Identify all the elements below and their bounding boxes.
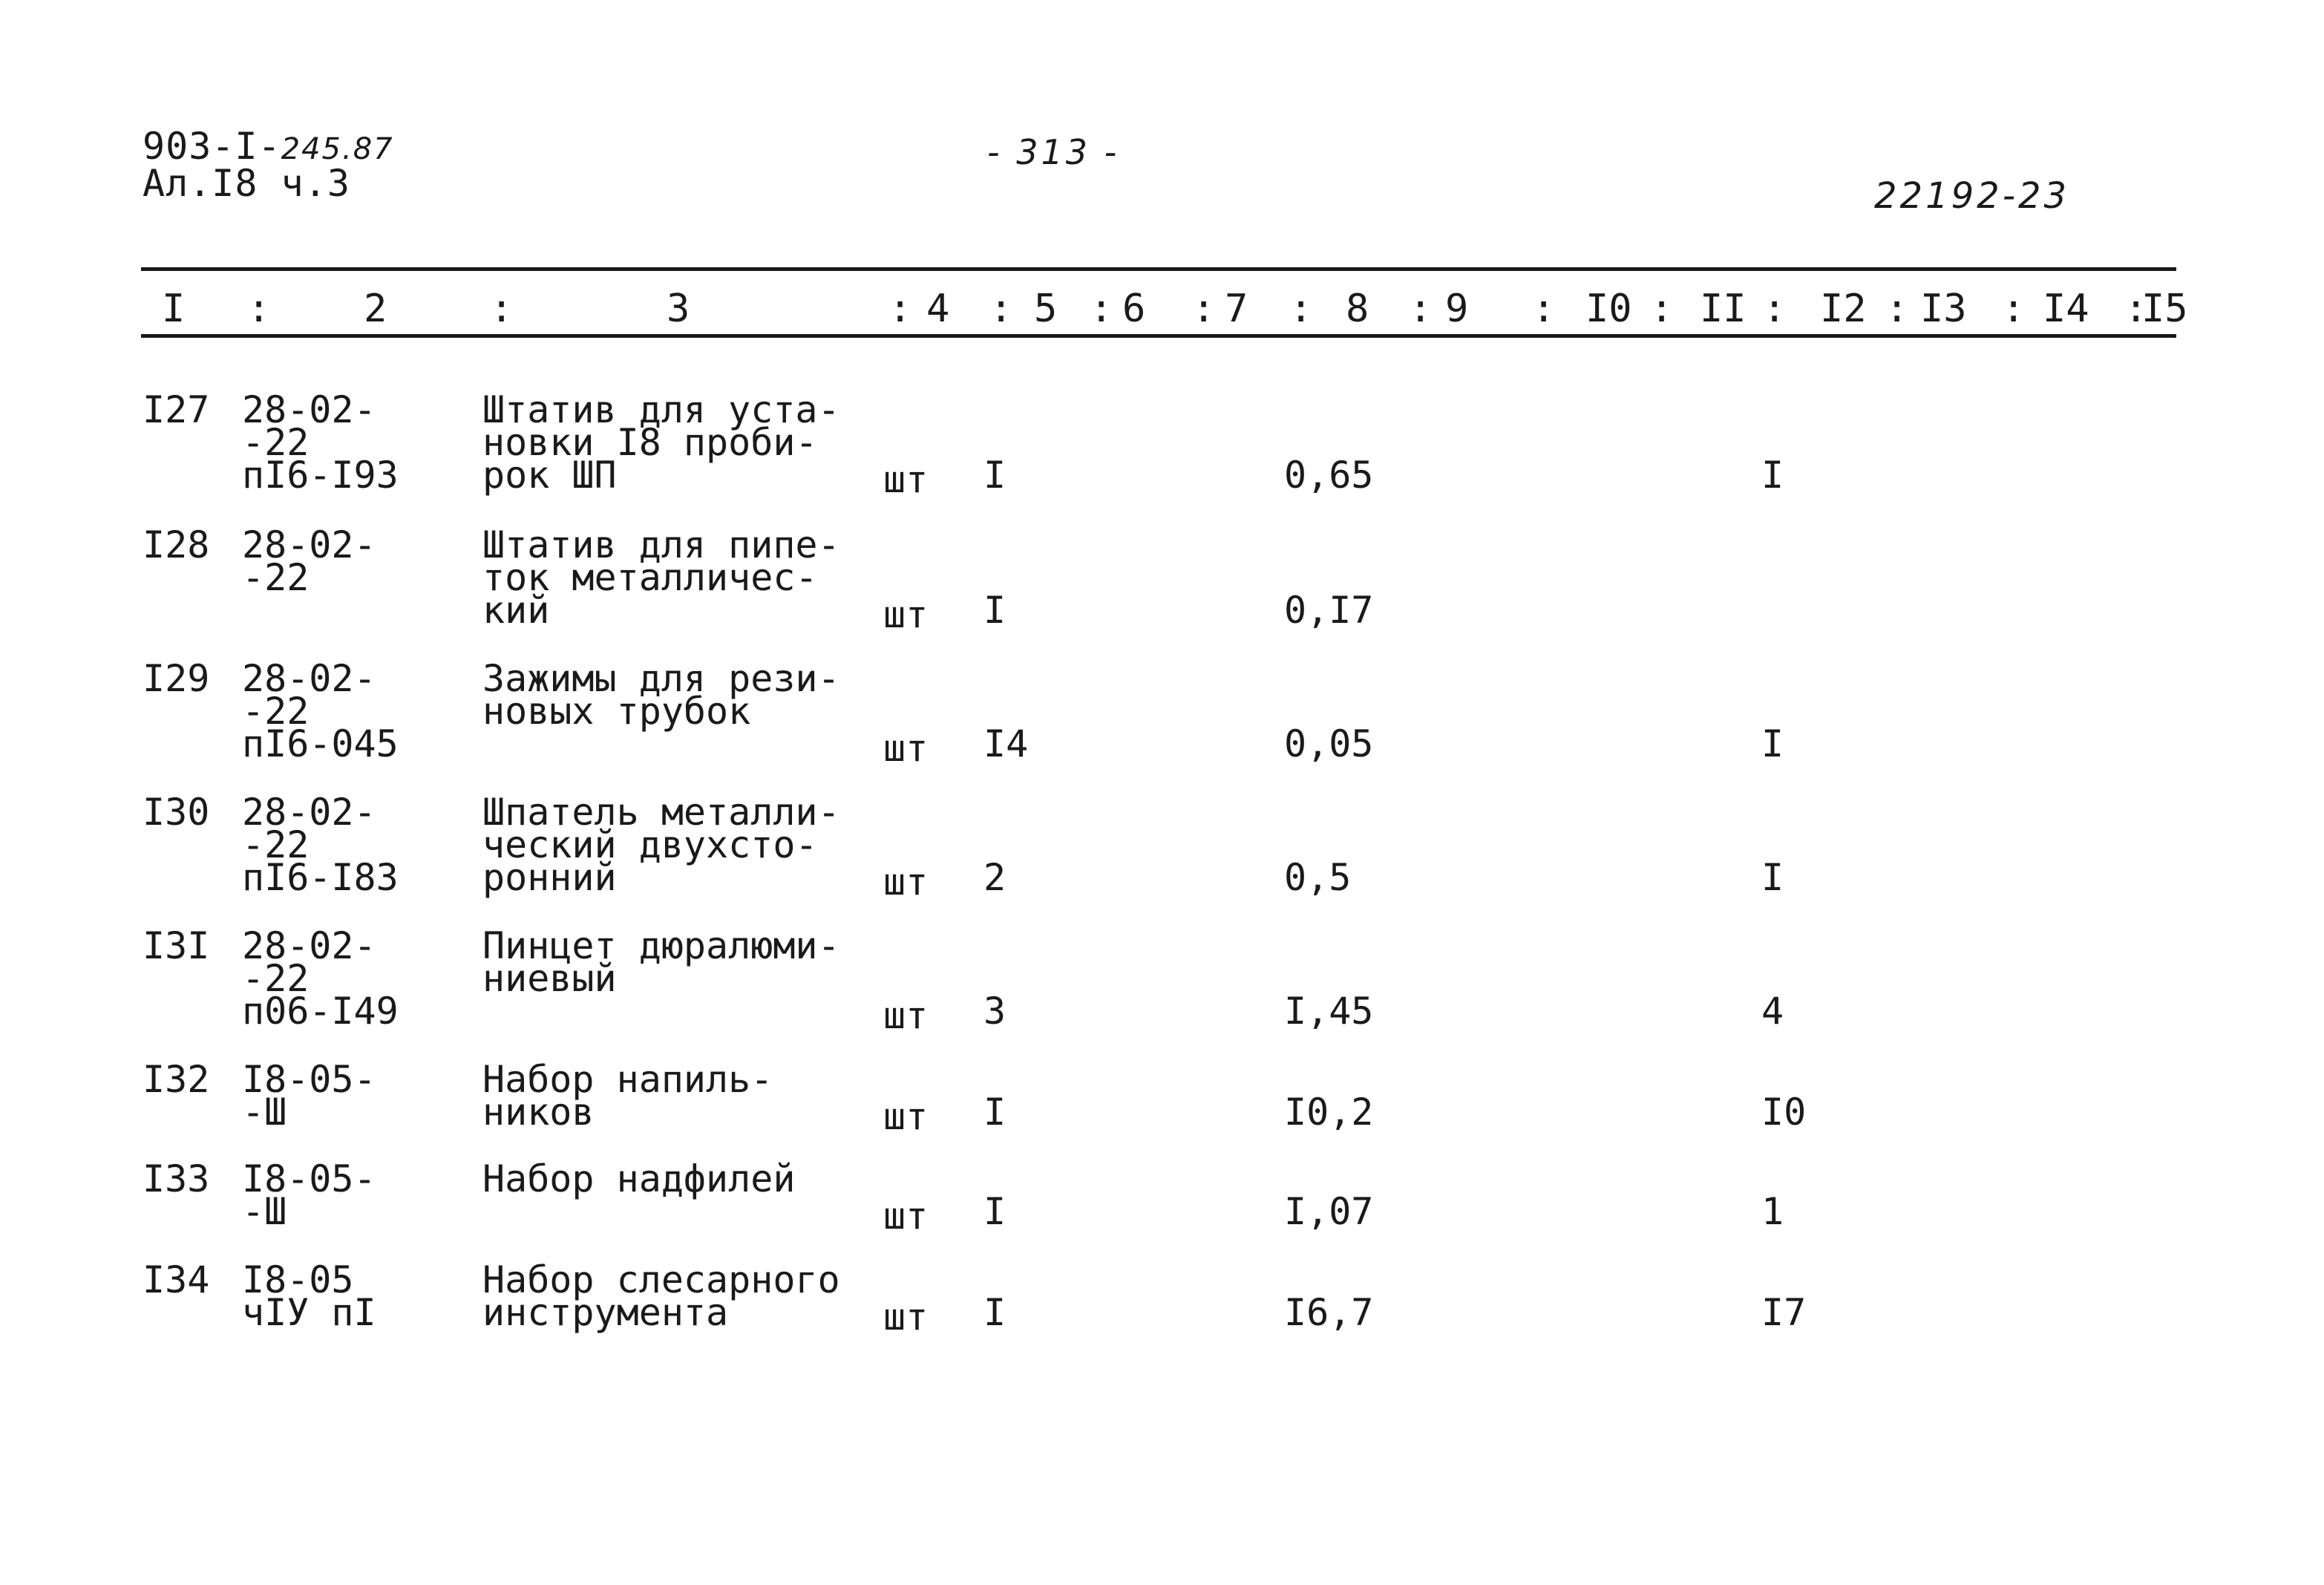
unit: шт (883, 994, 929, 1037)
column-header: 2 (364, 287, 387, 331)
column-header: II (1700, 287, 1747, 331)
unit: шт (883, 860, 929, 903)
table-header-rule (141, 334, 2176, 338)
column-separator: : (490, 287, 514, 331)
reference-number: 22192-23 (1874, 175, 2070, 217)
catalog-code: 28-02- -22 п06-I49 (242, 924, 399, 1033)
column-header: 6 (1122, 287, 1146, 331)
item-name: Пинцет дюралюми- ниевый (482, 924, 840, 1000)
column-header: 7 (1225, 287, 1248, 331)
catalog-code: 28-02- -22 пI6-045 (242, 657, 399, 765)
row-number: I3I (143, 924, 210, 967)
column-11-value: I (1761, 454, 1784, 497)
column-header: I5 (2141, 287, 2188, 331)
catalog-code: I8-05- -Ш (242, 1157, 376, 1233)
unit: шт (883, 458, 929, 501)
row-number: I32 (143, 1058, 210, 1101)
item-name: Зажимы для рези- новых трубок (482, 657, 840, 733)
column-header: I4 (2043, 287, 2089, 331)
catalog-code: 28-02- -22 пI6-I83 (242, 791, 399, 899)
column-separator: : (1885, 287, 1909, 331)
column-header: 4 (926, 287, 950, 331)
value: 0,I7 (1284, 589, 1374, 632)
unit: шт (883, 1195, 929, 1238)
quantity: I (983, 1190, 1006, 1233)
column-separator: : (1650, 287, 1674, 331)
quantity: I (983, 454, 1006, 497)
column-11-value: I7 (1761, 1291, 1807, 1334)
column-separator: : (2124, 287, 2148, 331)
value: I,07 (1284, 1190, 1374, 1233)
column-separator: : (2002, 287, 2026, 331)
row-number: I27 (143, 388, 210, 431)
column-header: 3 (667, 287, 690, 331)
quantity: I (983, 1291, 1006, 1334)
column-11-value: 4 (1761, 990, 1784, 1033)
table-top-rule (141, 267, 2176, 271)
row-number: I33 (143, 1157, 210, 1200)
unit: шт (883, 1295, 929, 1339)
catalog-code: 28-02- -22 (242, 523, 376, 599)
column-header: 5 (1034, 287, 1058, 331)
page-number: - 313 - (987, 132, 1120, 172)
column-header: I (162, 287, 186, 331)
column-separator: : (1192, 287, 1216, 331)
item-name: Набор надфилей (482, 1157, 796, 1200)
value: 0,5 (1284, 856, 1352, 899)
item-name: Штатив для уста- новки I8 проби- рок ШП (482, 388, 840, 497)
document-code-printed: 903-I- (143, 125, 281, 168)
document-code (143, 125, 394, 168)
value: I6,7 (1284, 1291, 1374, 1334)
unit: шт (883, 1095, 929, 1138)
value: I0,2 (1284, 1091, 1374, 1134)
column-11-value: 1 (1761, 1190, 1784, 1233)
catalog-code: I8-05 чIУ пI (242, 1258, 376, 1334)
column-11-value: I (1761, 856, 1784, 899)
column-separator: : (1090, 287, 1113, 331)
column-separator: : (888, 287, 912, 331)
catalog-code: I8-05- -Ш (242, 1058, 376, 1134)
quantity: I (983, 589, 1006, 632)
column-11-value: I (1761, 722, 1784, 765)
quantity: I (983, 1091, 1006, 1134)
column-separator: : (1289, 287, 1313, 331)
column-separator: : (1532, 287, 1556, 331)
value: 0,65 (1284, 454, 1374, 497)
column-separator: : (1763, 287, 1787, 331)
item-name: Набор напиль- ников (482, 1058, 773, 1134)
catalog-code: 28-02- -22 пI6-I93 (242, 388, 399, 497)
row-number: I34 (143, 1258, 210, 1301)
column-header: I3 (1920, 287, 1967, 331)
column-separator: : (247, 287, 271, 331)
value: I,45 (1284, 990, 1374, 1033)
quantity: I4 (983, 722, 1029, 765)
row-number: I29 (143, 657, 210, 700)
document-code-handwritten: 245.87 (281, 132, 394, 166)
row-number: I30 (143, 791, 210, 834)
column-header: 8 (1346, 287, 1369, 331)
unit: шт (883, 727, 929, 770)
quantity: 2 (983, 856, 1006, 899)
column-header: 9 (1445, 287, 1469, 331)
item-name: Штатив для пипе- ток металличес- кий (482, 523, 840, 632)
sheet-label: Ал.I8 ч.3 (143, 162, 350, 205)
value: 0,05 (1284, 722, 1374, 765)
column-separator: : (989, 287, 1013, 331)
row-number: I28 (143, 523, 210, 566)
column-separator: : (1409, 287, 1433, 331)
unit: шт (883, 593, 929, 636)
column-header: I0 (1585, 287, 1632, 331)
quantity: 3 (983, 990, 1006, 1033)
item-name: Набор слесарного инструмента (482, 1258, 840, 1334)
column-header: I2 (1820, 287, 1867, 331)
column-11-value: I0 (1761, 1091, 1807, 1134)
item-name: Шпатель металли- ческий двухсто- ронний (482, 791, 840, 899)
